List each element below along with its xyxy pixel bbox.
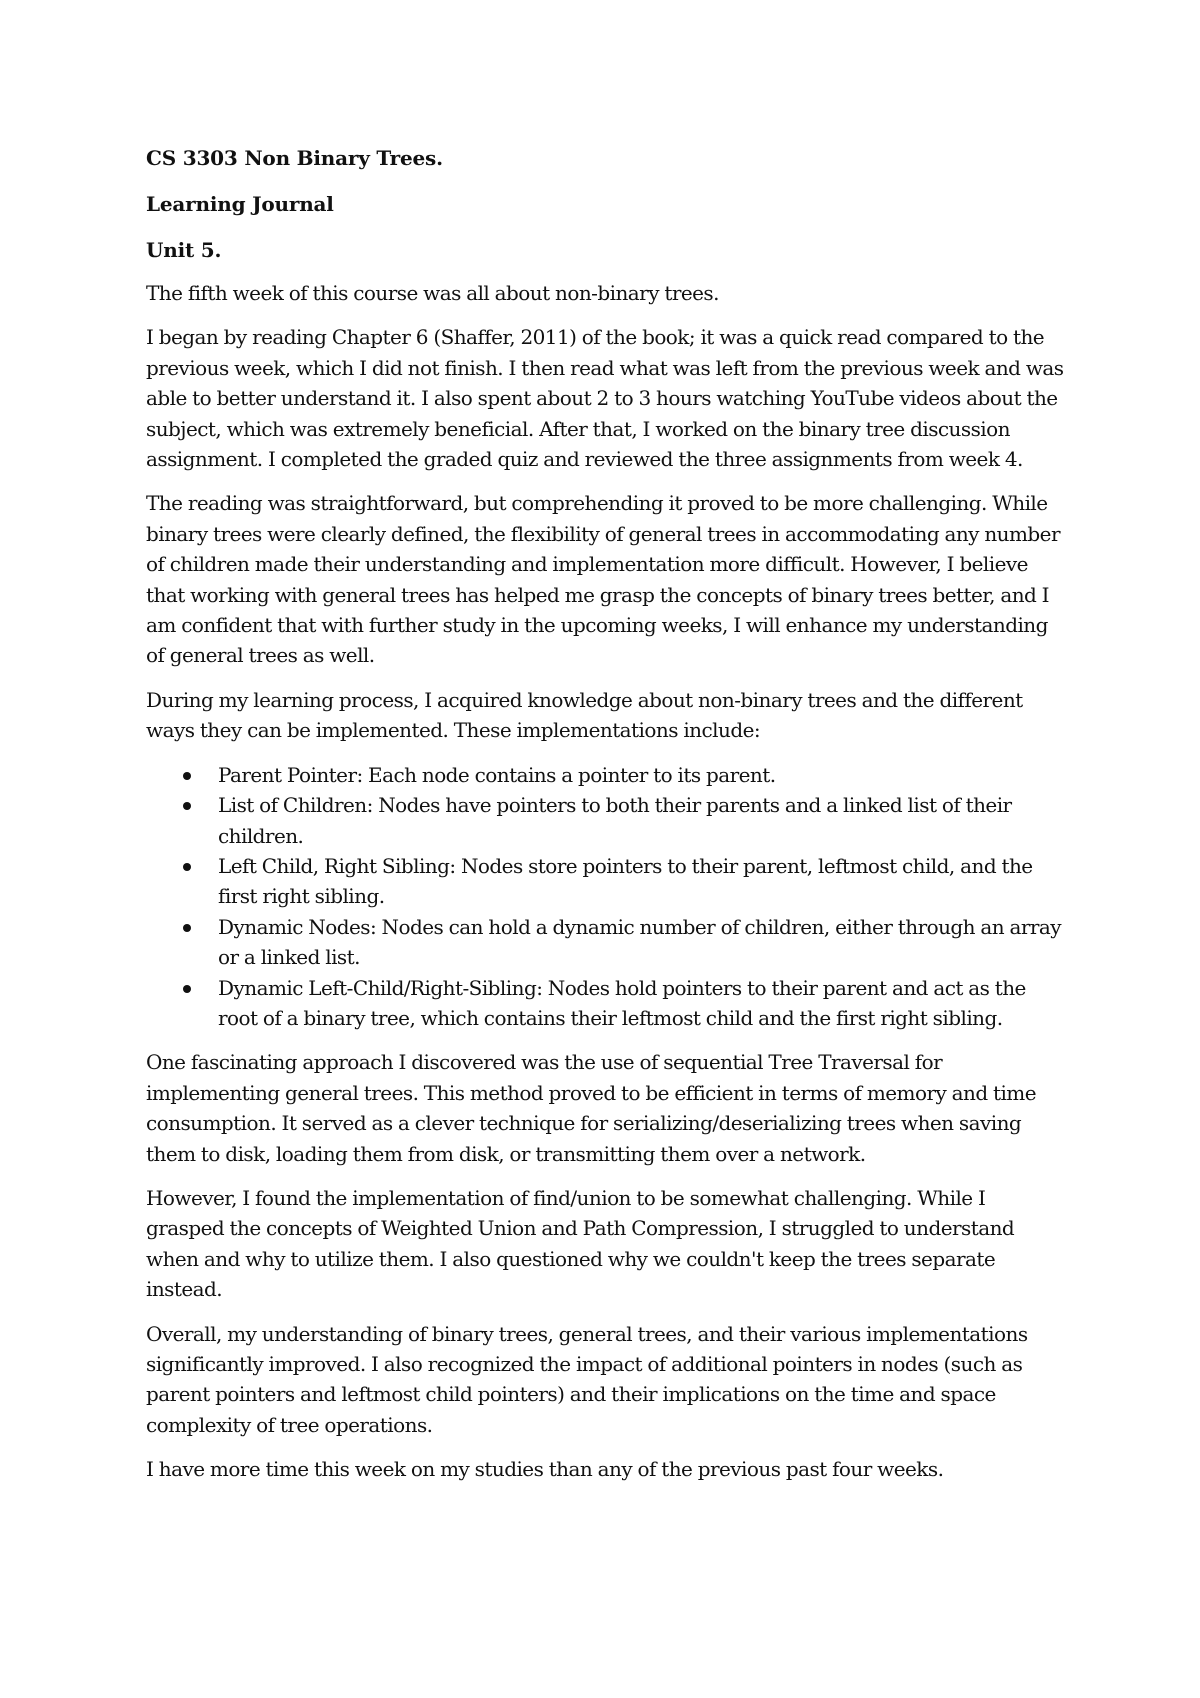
list-item [146,973,1066,1034]
list-item-text: Dynamic Nodes: Nodes can hold a dynamic number of children, either through an array or a linked list. [218,914,1062,970]
bullet-icon [183,802,191,810]
paragraph-overall: Overall, my understanding of binary trees, general trees, and their various implementations significantly improved. I also recognized the impact of additional pointers in nodes (such as parent pointers and leftmost child pointers) and their implications on the time and space complexity of tree operations. [146,1321,1028,1437]
list-item-text: Dynamic Left-Child/Right-Sibling: Nodes hold pointers to their parent and act as the root of a binary tree, which contains their leftmost child and the first right sibling. [218,975,1026,1030]
list-item-text: Parent Pointer: Each node contains a pointer to its parent. [218,762,776,787]
bullet-icon [183,985,191,993]
paragraph-find-union: However, I found the implementation of find/union to be somewhat challenging. While I grasped the concepts of Weighted Union and Path Compression, I struggled to understand when and why to utilize them. I also questioned why we couldn't keep the trees separate instead. [146,1185,1015,1302]
list-item [146,790,1066,851]
document-subtitle: Learning Journal [146,192,334,216]
list-item [146,912,1066,973]
paragraph-reading-difficulty: The reading was straightforward, but comprehending it proved to be more challenging. While binary trees were clearly defined, the flexibility of general trees in accommodating any number of children made their understanding and implementation more difficult. However, I believe that working with general trees has helped me grasp the concepts of binary trees better, and I am confident that with further study in the upcoming weeks, I will enhance my understanding of general trees as well. [146,491,1060,668]
list-item [146,760,1066,790]
paragraph-implementations-intro: During my learning process, I acquired knowledge about non-binary trees and the different ways they can be implemented. These implementations include: [146,687,1023,743]
document-page [146,146,1066,1499]
document-title: CS 3303 Non Binary Trees. [146,146,443,170]
implementations-list [146,760,1066,1034]
bullet-icon [183,924,191,932]
list-item-text: Left Child, Right Sibling: Nodes store pointers to their parent, leftmost child, and the first right sibling. [218,853,1033,909]
bullet-icon [183,772,191,780]
unit-heading: Unit 5. [146,238,222,262]
bullet-icon [183,863,191,871]
list-item-text: List of Children: Nodes have pointers to both their parents and a linked list of their children. [218,793,1012,848]
paragraph-reading-activities: I began by reading Chapter 6 (Shaffer, 2011) of the book; it was a quick read compared to the previous week, which I did not finish. I then read what was left from the previous week and was able to better understand it. I also spent about 2 to 3 hours watching YouTube videos about the subject, which was extremely beneficial. After that, I worked on the binary tree discussion assignment. I completed the graded quiz and reviewed the three assignments from week 4. [146,325,1064,472]
paragraph-intro: The fifth week of this course was all about non-binary trees. [146,281,719,305]
paragraph-closing: I have more time this week on my studies than any of the previous past four weeks. [146,1457,944,1482]
list-item [146,851,1066,912]
paragraph-tree-traversal: One fascinating approach I discovered was the use of sequential Tree Traversal for implementing general trees. This method proved to be efficient in terms of memory and time consumption. It served as a clever technique for serializing/deserializing trees when saving them to disk, loading them from disk, or transmitting them over a network. [146,1050,1037,1166]
